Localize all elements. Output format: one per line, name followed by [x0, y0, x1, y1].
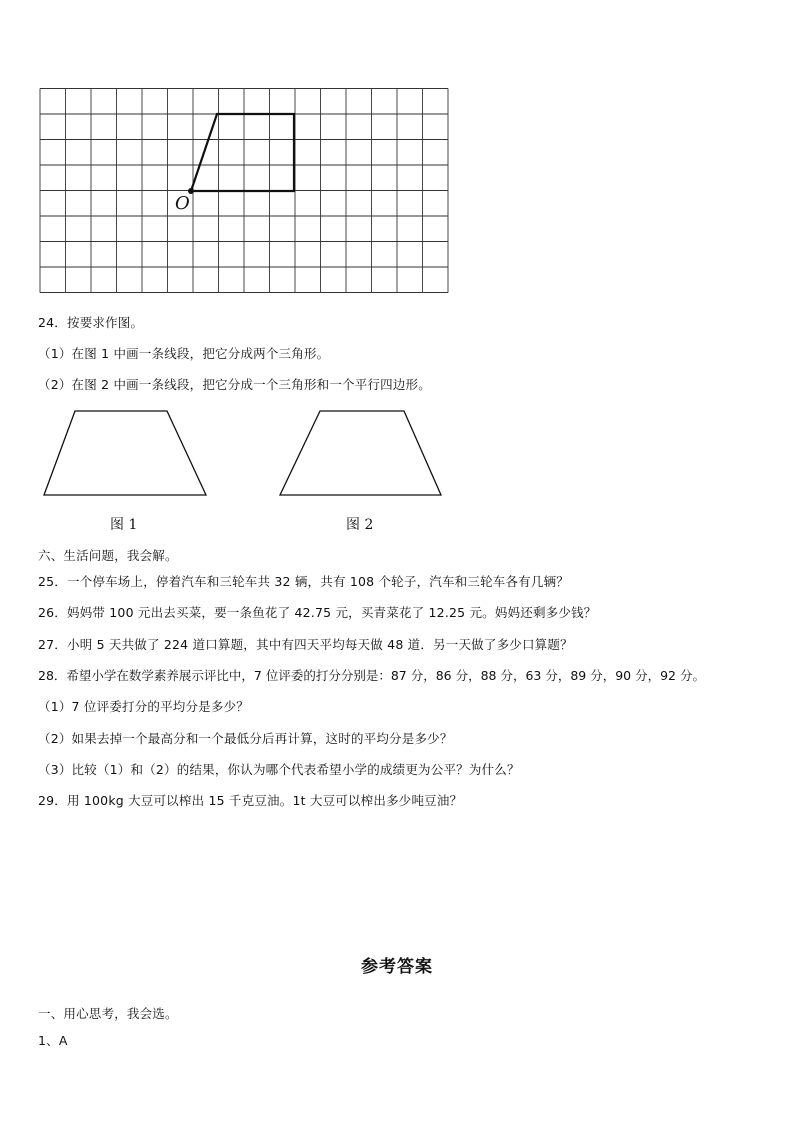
question-24-prompt: 24．按要求作图。: [38, 315, 144, 330]
question-28-sub1: （1）7 位评委打分的平均分是多少？: [38, 699, 249, 714]
question-29: 29．用 100kg 大豆可以榨出 15 千克豆油。1t 大豆可以榨出多少吨豆油？: [38, 793, 463, 808]
trapezoid-figures: [40, 405, 460, 505]
trapezoid-figure-2: [280, 411, 441, 495]
question-28-sub3: （3）比较（1）和（2）的结果，你认为哪个代表希望小学的成绩更为公平？为什么？: [38, 762, 520, 777]
question-24-sub1: （1）在图 1 中画一条线段，把它分成两个三角形。: [38, 346, 330, 361]
question-26: 26．妈妈带 100 元出去买菜，要一条鱼花了 42.75 元，买青菜花了 12.25 元。妈妈还剩多少钱？: [38, 605, 597, 620]
grid-figure: [39, 88, 449, 300]
answers-title: 参考答案: [361, 957, 433, 977]
section-6-heading: 六、生活问题，我会解。: [38, 548, 178, 563]
answers-section-1: 一、用心思考，我会选。: [38, 1006, 178, 1021]
answer-1: 1、A: [38, 1033, 68, 1048]
question-28-sub2: （2）如果去掉一个最高分和一个最低分后再计算，这时的平均分是多少？: [38, 731, 453, 746]
trapezoid-figure-1: [44, 411, 206, 495]
question-24-sub2: （2）在图 2 中画一条线段，把它分成一个三角形和一个平行四边形。: [38, 377, 431, 392]
origin-label: O: [175, 193, 190, 214]
question-27: 27．小明 5 天共做了 224 道口算题，其中有四天平均每天做 48 道．另一天做了多少口算题？: [38, 637, 573, 652]
figure-1-caption: 图 1: [110, 517, 138, 533]
question-28: 28．希望小学在数学素养展示评比中，7 位评委的打分分别是：87 分，86 分，88 分，63 分，89 分，90 分，92 分。: [38, 668, 705, 683]
figure-2-caption: 图 2: [346, 517, 374, 533]
parallelogram-shape: [191, 114, 294, 191]
question-25: 25．一个停车场上，停着汽车和三轮车共 32 辆，共有 108 个轮子，汽车和三轮车各有几辆？: [38, 574, 569, 589]
